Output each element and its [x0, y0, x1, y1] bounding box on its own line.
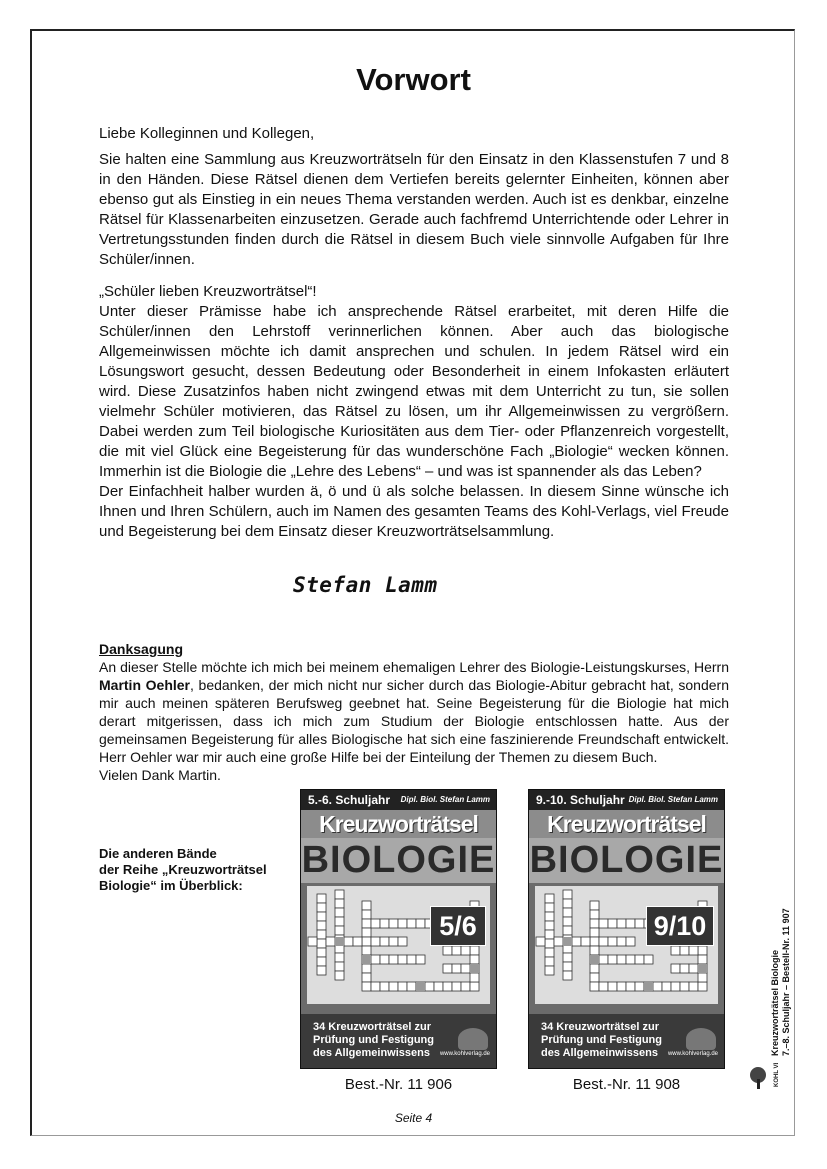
- greeting: Liebe Kolleginnen und Kollegen,: [99, 125, 315, 142]
- order-number: Best.-Nr. 11 908: [572, 1076, 681, 1093]
- cover-header: [529, 790, 724, 810]
- cover-website: www.kohlverlag.de: [439, 1051, 490, 1057]
- order-number: Best.-Nr. 11 906: [344, 1076, 453, 1093]
- quote-line: „Schüler lieben Kreuzworträtsel“!: [99, 283, 317, 300]
- paragraph-closing: Der Einfachheit halber wurden ä, ö und ü als solche belassen. In diesem Sinne wünsche ich Ihnen und Ihren Schülern, auch im Namen des gesamten Teams des Kohl-Verlags, viel Freude und Begeisterung bei dem Einsatz dieser Kreuzworträtselsammlung.: [99, 483, 729, 540]
- cover-grade: 5.-6. Schuljahr: [308, 793, 391, 807]
- paragraph-premise: Unter dieser Prämisse habe ich ansprechende Rätsel erarbeitet, mit deren Hilfe die Schüler/innen den Lehrstoff verinnerlichen können. Aber auch das biologische Allgemeinwissen möchte ich damit ansprechen und schulen. In jedem Rätsel wird ein Lösungswort gesucht, dessen Bedeutung oder Besonderheit in einem Infokasten erläutert wird. Diese Zusatzinfos haben nicht zwingend etwas mit dem Unterricht zu tun, sie sollen vielmehr Schüler motivieren, das Rätsel zu lösen, um ihr Allgemeinwissen zu vergrößern. Dabei werden zum Teil biologische Kuriositäten aus dem Tier- oder Pflanzenreich vorgestellt, die mit viel Glück eine Begeisterung für das wunderschöne Fach „Biologie“ wecken können. Immerhin ist die Biologie die „Lehre des Lebens“ – und was ist spannender als das Leben?: [99, 303, 729, 480]
- cover-header: [301, 790, 496, 810]
- acknowledgements: [99, 640, 729, 784]
- acknowledgements-closing: Vielen Dank Martin.: [99, 767, 221, 783]
- acknowledgements-heading: Danksagung: [99, 641, 184, 657]
- cover-title-main: BIOLOGIE: [301, 839, 496, 881]
- book-cover-5-6: [300, 789, 497, 1069]
- book-cover-9-10: [528, 789, 725, 1069]
- cover-website: www.kohlverlag.de: [667, 1051, 718, 1057]
- acknowledgements-text: An dieser Stelle möchte ich mich bei meinem ehemaligen Lehrer des Biologie-Leistungskurses, Herrn Martin Oehler, bedanken, der mich nicht nur sicher durch das Biologie-Abitur gebracht hat, sondern mir auch meinen späteren Berufsweg geebnet hat. Seine Begeisterung für die Biologie hat mich derart mitgerissen, dass ich mich zum Studium der Biologie entschlossen hatte. Aus der gemeinsamen Begeisterung für alles Biologische hat sich eine faszinierende Freundschaft entwickelt. Herr Oehler war mir auch eine große Hilfe bei der Einteilung der Themen zu diesem Buch.: [99, 659, 729, 765]
- other-volumes-caption: Die anderen Bände der Reihe „Kreuzworträtsel Biologie“ im Überblick:: [99, 846, 267, 893]
- publisher-tree-icon: [458, 1028, 488, 1050]
- author-signature: Stefan Lamm: [293, 573, 438, 597]
- cover-title-top: Kreuzworträtsel: [529, 810, 724, 838]
- teacher-name: Martin Oehler: [99, 677, 190, 693]
- cover-footer: 34 Kreuzworträtsel zur Prüfung und Festigung des Allgemeinwissens www.kohlverlag.de: [301, 1014, 496, 1069]
- cover-footer: 34 Kreuzworträtsel zur Prüfung und Festigung des Allgemeinwissens www.kohlverlag.de: [529, 1014, 724, 1069]
- svg-text:KOHL VERLAG: KOHL VERLAG: [774, 1063, 780, 1087]
- grade-badge: 5/6: [430, 906, 486, 946]
- cover-title-main: BIOLOGIE: [529, 839, 724, 881]
- cover-title-top: Kreuzworträtsel: [301, 810, 496, 838]
- cover-grade: 9.-10. Schuljahr: [536, 793, 625, 807]
- page-number: Seite 4: [394, 1111, 433, 1125]
- cover-author: Dipl. Biol. Stefan Lamm: [400, 795, 490, 804]
- series-sidebar-text: Kreuzworträtsel Biologie 7.–8. Schuljahr – Bestell-Nr. 11 907: [770, 908, 791, 1056]
- publisher-tree-icon: [686, 1028, 716, 1050]
- paragraph-group: [99, 282, 729, 542]
- series-sidebar: [756, 818, 791, 1056]
- paragraph-intro: Sie halten eine Sammlung aus Kreuzworträtseln für den Einsatz in den Klassenstufen 7 und 8 in den Händen. Diese Rätsel dienen dem Vertiefen bereits gelernter Einheiten, können aber ebenso gut als Einstieg in ein neues Thema verstanden werden. Auch ist es denkbar, einzelne Rätsel für Klassenarbeiten einzusetzen. Gerade auch fachfremd Unterrichtende oder Lehrer in Vertretungsstunden finden durch die Rätsel in diesem Buch viele sinnvolle Aufgaben für Ihre Schüler/innen.: [99, 151, 729, 268]
- page-title: Vorwort: [356, 62, 471, 97]
- cover-author: Dipl. Biol. Stefan Lamm: [628, 795, 718, 804]
- grade-badge: 9/10: [646, 906, 714, 946]
- publisher-logo: [748, 1063, 788, 1091]
